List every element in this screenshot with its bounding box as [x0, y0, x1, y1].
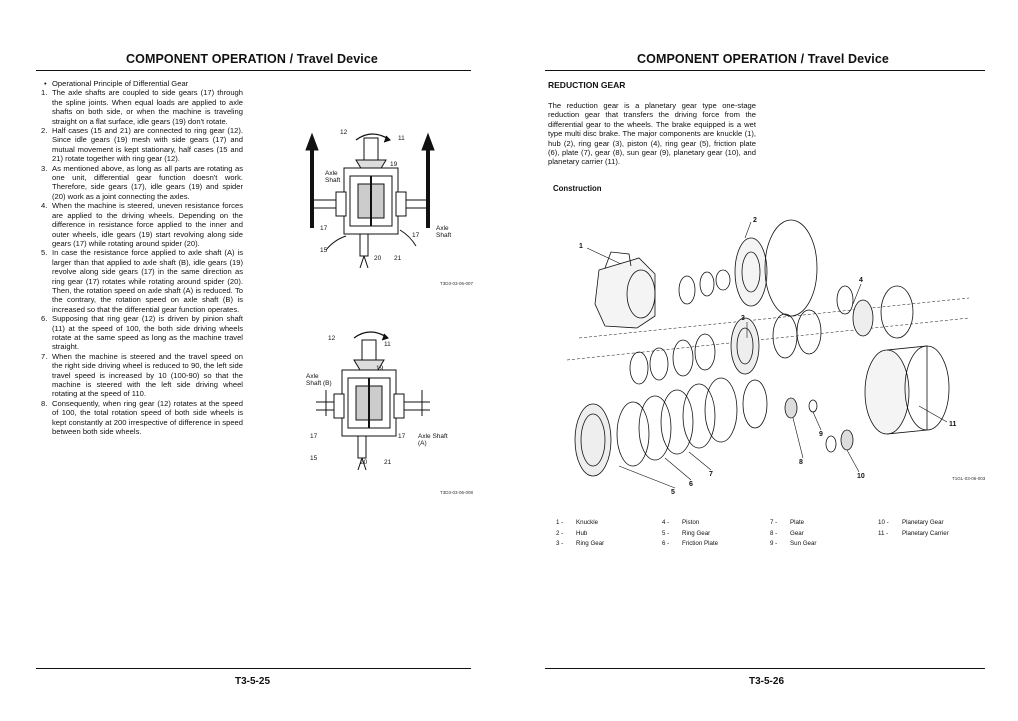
- list-item-text: Consequently, when ring gear (12) rotates at the speed of 100, the total rotation speed of both side wheels is kept constantly at 200 irrespective of difference in speed between both side wheels.: [52, 398, 243, 437]
- differential-text: [41, 79, 243, 436]
- svg-text:19: 19: [376, 365, 384, 372]
- svg-text:Axle: Axle: [436, 225, 449, 232]
- legend-col-4: [878, 518, 949, 539]
- svg-text:17: 17: [398, 433, 406, 440]
- legend-item: 4 - Piston: [662, 519, 700, 526]
- list-item: [41, 399, 243, 437]
- svg-text:3: 3: [741, 315, 745, 322]
- svg-text:10: 10: [857, 473, 865, 480]
- svg-text:15: 15: [320, 247, 328, 254]
- svg-text:1: 1: [579, 243, 583, 250]
- svg-text:8: 8: [799, 459, 803, 466]
- legend-item: 5 - Ring Gear: [662, 529, 711, 537]
- legend-item: 2 - Hub: [556, 529, 588, 537]
- list-item-text: When the machine is steered and the travel speed on the right side driving wheel is reduced to 90, the left side travel speed is increased by 10 (100-90) so that the machine is steered with the left side driving wheel rotating at the speed of 110.: [52, 351, 243, 399]
- list-item-number: 4.: [41, 201, 48, 211]
- list-item-text: As mentioned above, as long as all parts are rotating as one unit, differential gear function doesn't work. Therefore, side gears (17), idle gears (19) and spider (20) work as a joint connecting the axles.: [52, 163, 243, 201]
- legend-col-2: [662, 518, 718, 550]
- svg-text:20: 20: [360, 459, 368, 466]
- svg-text:Axle Shaft: Axle Shaft: [418, 433, 448, 440]
- diagram1-caption: T3D3-03-06-007: [440, 281, 474, 286]
- legend-item: 8 - Gear: [770, 529, 804, 537]
- list-item-text: In case the resistance force applied to axle shaft (A) is larger than that applied to axle shaft (B), idle gears (19) revolve along side gears (17) in the same direction as ring gear (17) rotates while rotating around spider (20). Then, the rotation speed on axle shaft (A) is reduced. To the contrary, the rotation speed on axle shaft (B) is increased so that the differential gear function operates.: [52, 248, 243, 314]
- legend-item: 7 - Plate: [770, 519, 805, 526]
- list-item: [41, 88, 243, 126]
- svg-text:17: 17: [320, 225, 328, 232]
- reduction-gear-exploded-view: [559, 208, 979, 508]
- diagram2-caption: T3D3-03-06-008: [440, 490, 474, 495]
- legend-item: 1 - Knuckle: [556, 519, 599, 526]
- svg-text:6: 6: [689, 481, 693, 488]
- list-item: [41, 248, 243, 314]
- svg-text:5: 5: [671, 489, 675, 496]
- svg-text:(A): (A): [418, 440, 427, 447]
- section-title: • Operational Principle of Differential Gear: [44, 79, 189, 88]
- svg-text:7: 7: [709, 471, 713, 478]
- legend-item: 3 - Ring Gear: [556, 540, 605, 547]
- list-item: [41, 201, 243, 248]
- svg-text:Shaft (B): Shaft (B): [306, 380, 332, 387]
- list-item: [41, 352, 243, 399]
- differential-diagram-steered: [300, 320, 470, 470]
- svg-text:19: 19: [390, 161, 398, 168]
- legend-item: 6 - Friction Plate: [662, 540, 719, 547]
- page-number: T3-5-26: [749, 676, 785, 687]
- svg-text:4: 4: [859, 277, 863, 284]
- construction-caption: T1GL-03-06-003: [952, 476, 986, 481]
- legend-col-3: [770, 518, 816, 550]
- list-item-text: Supposing that ring gear (12) is driven by pinion shaft (11) at the speed of 100, the both side driving wheels rotate at the same speed as long as the machine travel straight.: [52, 314, 243, 352]
- svg-text:15: 15: [310, 455, 318, 462]
- construction-subtitle: Construction: [553, 184, 602, 193]
- list-item-text: When the machine is steered, uneven resistance forces are applied to the driving wheels. Depending on the difference in resistance force applied to the inner and outer wheels, idle gears (19) start revolving along side gears (17) while rotating around spider (20).: [52, 201, 243, 248]
- footer-rule: [36, 668, 471, 669]
- svg-text:12: 12: [340, 129, 348, 136]
- header-rule: [36, 70, 471, 71]
- svg-text:11: 11: [949, 421, 957, 428]
- list-item-number: 5.: [41, 248, 48, 258]
- svg-text:21: 21: [394, 255, 402, 262]
- svg-text:Shaft: Shaft: [436, 232, 452, 239]
- list-item-text: The axle shafts are coupled to side gears (17) through the spline joints. When equal loads are applied to axle shafts on both side, or when the machine is traveling straight on a flat surface, idle gears (19) don't rotate.: [52, 88, 243, 126]
- list-item-number: 1.: [41, 88, 48, 98]
- reduction-gear-paragraph: The reduction gear is a planetary gear type one-stage reduction gear that transfers the driving force from the differential gear to the wheels. The brake equipped is a wet type multi disc brake. The major components are knuckle (1), hub (2), ring gear (3), piston (4), ring gear (5), friction plate (6), plate (7), gear (8), sun gear (9), planetary gear (10), and planetary carrier (11).: [548, 101, 756, 167]
- header-rule: [545, 70, 985, 71]
- legend-item: 10 - Planetary Gear: [878, 519, 944, 526]
- section-title: REDUCTION GEAR: [548, 80, 626, 90]
- svg-text:Axle: Axle: [325, 170, 338, 177]
- list-item-number: 6.: [41, 314, 48, 324]
- svg-text:Axle: Axle: [306, 373, 319, 380]
- page-header: COMPONENT OPERATION / Travel Device: [637, 52, 889, 66]
- list-item-number: 2.: [41, 126, 48, 136]
- svg-text:Shaft: Shaft: [325, 177, 341, 184]
- right-page: [509, 0, 1018, 721]
- footer-rule: [545, 668, 985, 669]
- legend-col-1: [556, 518, 604, 550]
- list-item: [41, 164, 243, 202]
- svg-text:17: 17: [412, 232, 420, 239]
- svg-text:12: 12: [328, 335, 336, 342]
- list-item: [41, 126, 243, 164]
- svg-text:11: 11: [398, 135, 405, 142]
- list-item-number: 7.: [41, 351, 48, 361]
- svg-text:2: 2: [753, 217, 757, 224]
- list-item-number: 8.: [41, 398, 48, 408]
- list-item-number: 3.: [41, 163, 48, 173]
- svg-text:11: 11: [384, 341, 391, 348]
- svg-text:9: 9: [819, 431, 823, 438]
- svg-text:21: 21: [384, 459, 392, 466]
- svg-text:17: 17: [310, 433, 318, 440]
- page-header: COMPONENT OPERATION / Travel Device: [126, 52, 378, 66]
- legend-item: 11 - Planetary Carrier: [878, 529, 949, 537]
- svg-text:20: 20: [374, 255, 382, 262]
- list-item: [41, 314, 243, 352]
- list-item-text: Half cases (15 and 21) are connected to ring gear (12). Since idle gears (19) mesh with side gears (17) and mutual movement is kept stationary, half cases (15 and 21) rotate together with ring gear (12).: [52, 126, 243, 164]
- differential-diagram-straight: [300, 118, 470, 268]
- legend-item: 9 - Sun Gear: [770, 540, 817, 547]
- page-number: T3-5-25: [235, 676, 271, 687]
